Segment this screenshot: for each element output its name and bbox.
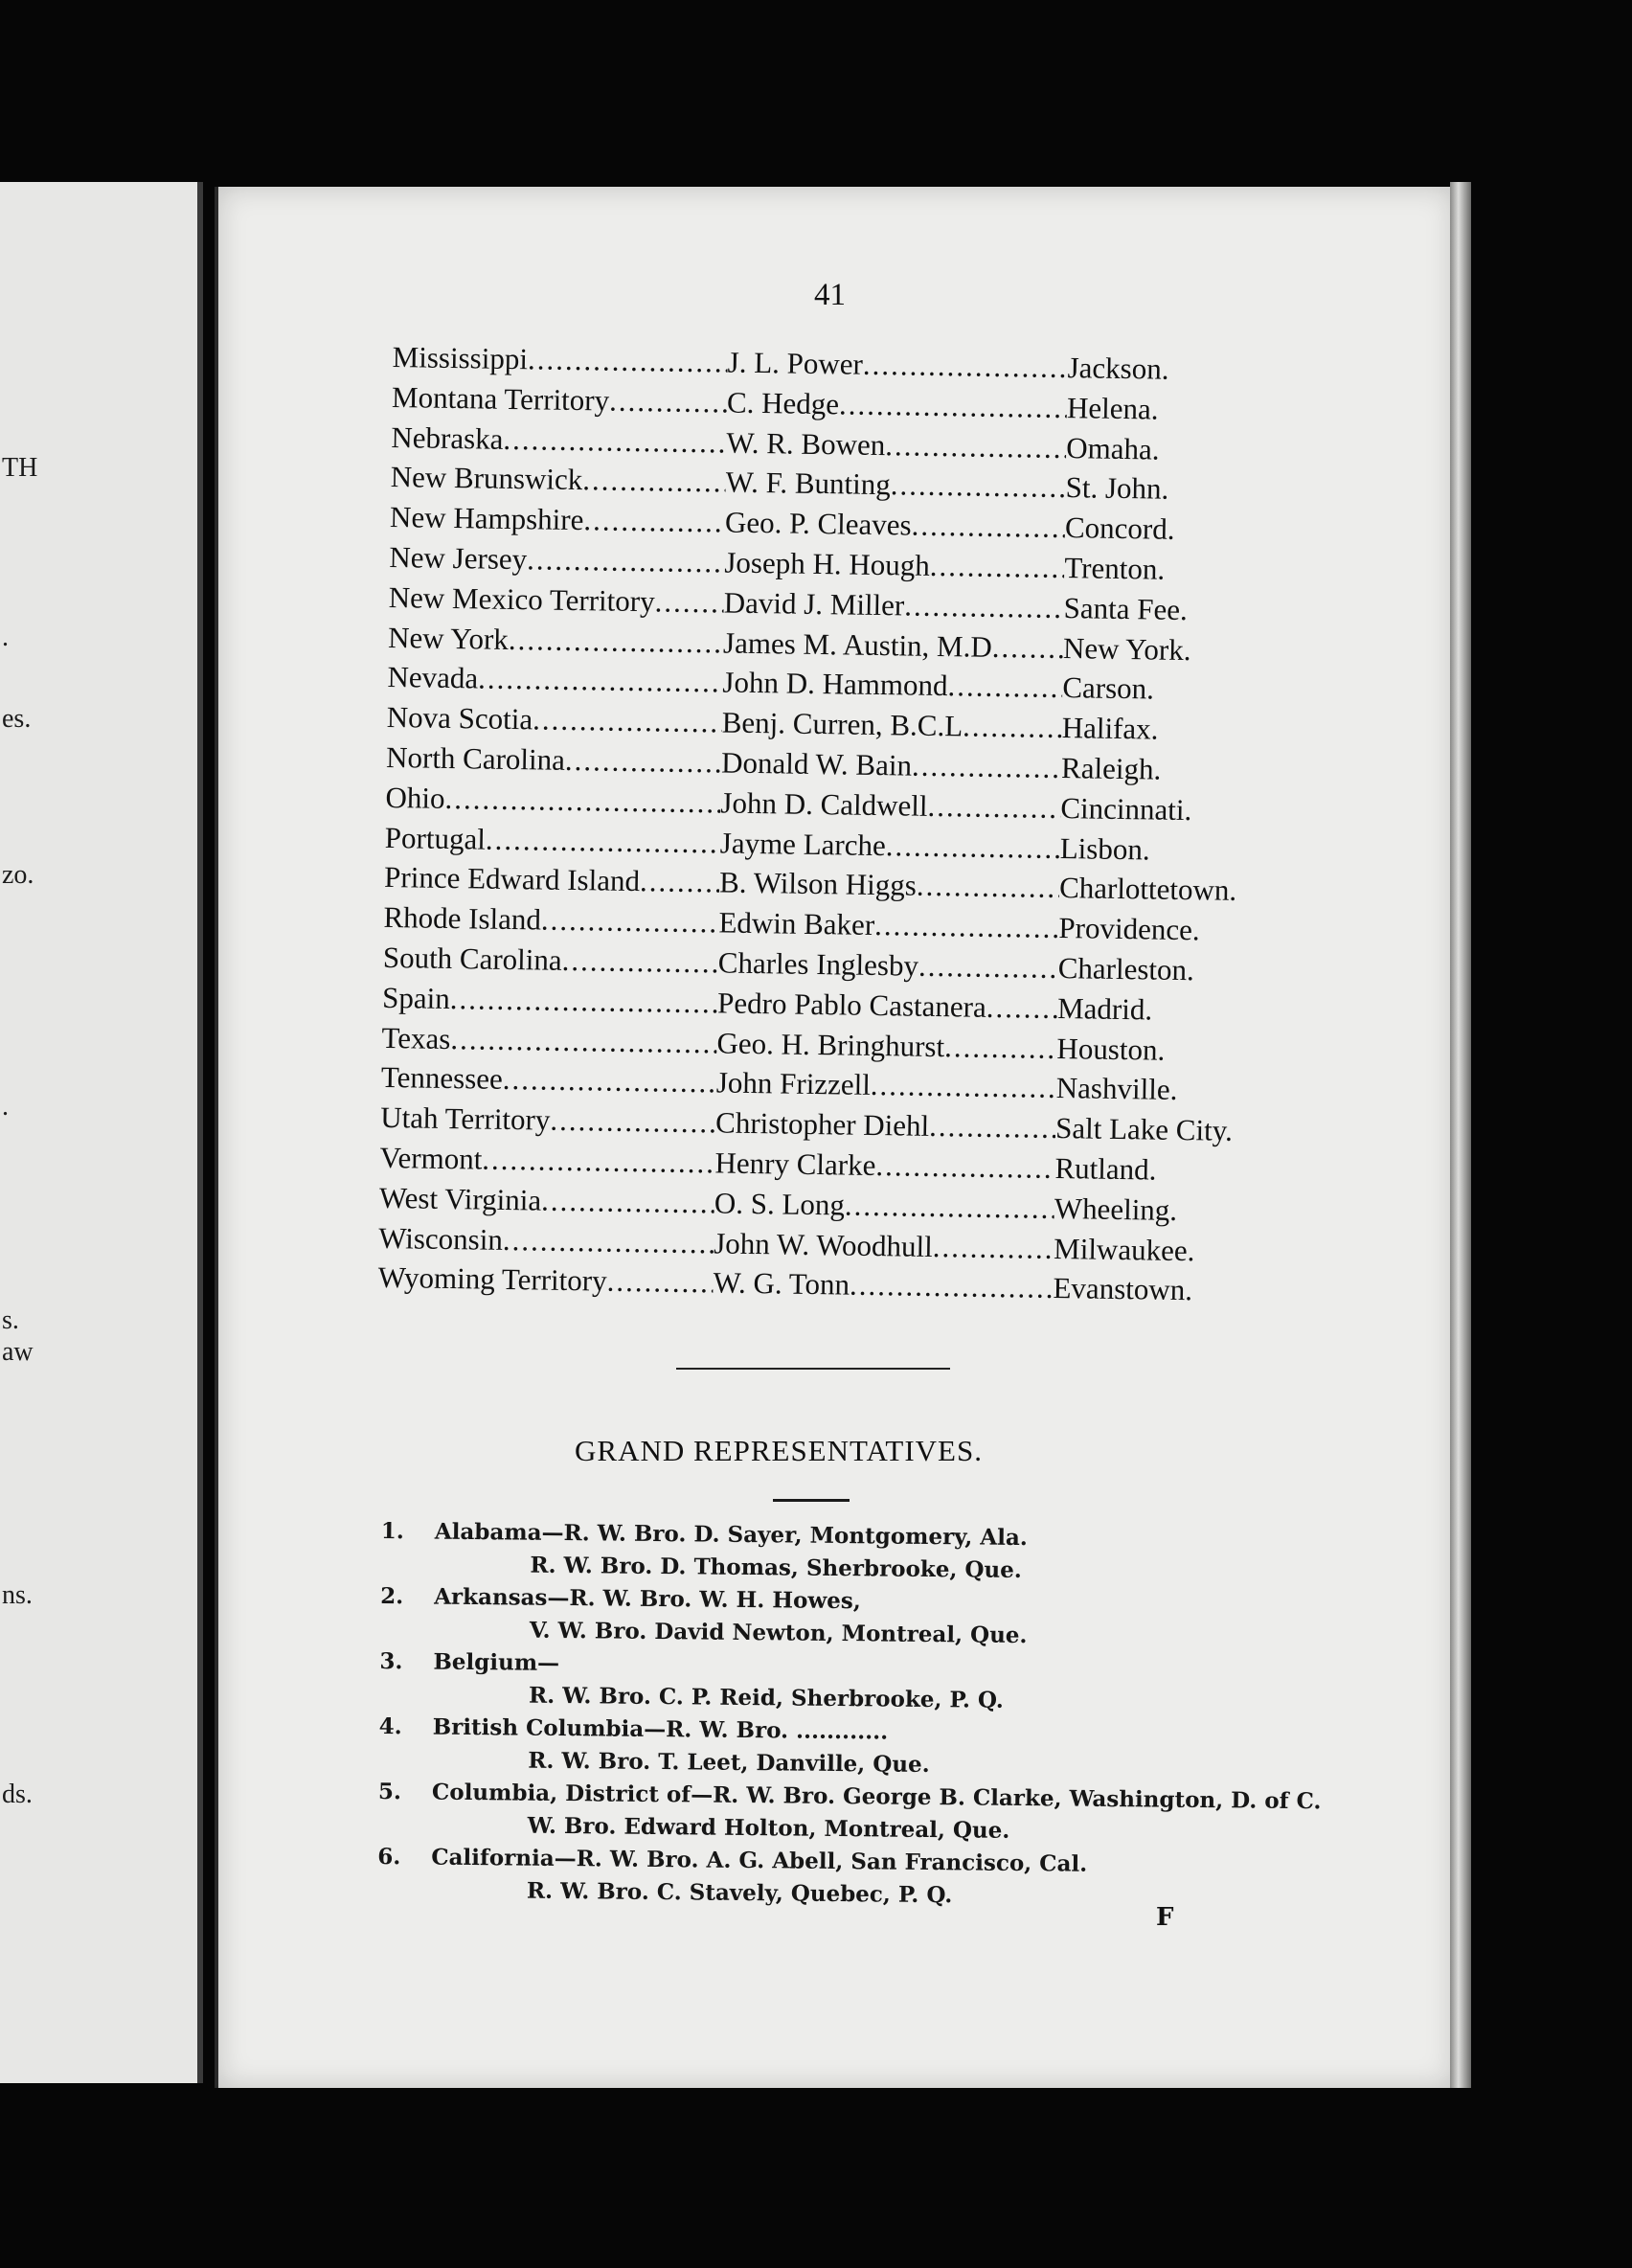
entry-number: 4. <box>378 1712 402 1740</box>
representative-line: W. Bro. Edward Holton, Montreal, Que. <box>527 1812 1010 1844</box>
leader-dots <box>927 789 1060 826</box>
secretary-name: Henry Clarke <box>714 1145 876 1182</box>
leader-dots <box>992 629 1064 665</box>
leader-dots <box>918 949 1058 986</box>
leader-dots <box>527 542 725 579</box>
section-title: GRAND REPRESENTATIVES. <box>575 1434 983 1467</box>
secretary-name: Jayme Larche <box>719 825 887 862</box>
entry-number: 3. <box>379 1647 403 1675</box>
leader-dots <box>509 623 724 661</box>
secretary-name: James M. Austin, M.D <box>722 625 993 664</box>
leader-dots <box>845 1188 1054 1225</box>
left-page-fragment <box>0 182 203 2083</box>
jurisdiction: Texas <box>381 1020 451 1055</box>
jurisdiction: West Virginia <box>378 1180 542 1217</box>
printer-signature-mark: F <box>1156 1903 1174 1932</box>
leader-dots <box>850 1268 1054 1305</box>
secretary-name: Christopher Diehl <box>714 1105 930 1144</box>
leader-dots <box>904 588 1064 625</box>
left-page-text: . <box>2 1092 9 1122</box>
leader-dots <box>933 1230 1054 1266</box>
leader-dots <box>929 1109 1056 1145</box>
secretary-name: Edwin Baker <box>718 905 875 942</box>
representative-line: California—R. W. Bro. A. G. Abell, San Francisco, Cal. <box>431 1844 1088 1877</box>
leader-dots <box>533 703 722 740</box>
leader-dots <box>482 1143 715 1181</box>
entry-number: 6. <box>377 1843 401 1871</box>
left-page-text: TH <box>2 453 38 483</box>
leader-dots <box>486 822 720 860</box>
leader-dots <box>963 710 1062 746</box>
secretary-name: Geo. H. Bringhurst <box>716 1025 945 1063</box>
page-number: 41 <box>814 278 846 312</box>
jurisdiction: Wyoming Territory <box>377 1260 607 1298</box>
leader-dots <box>944 1030 1057 1066</box>
city: Salt Lake City. <box>1054 1111 1234 1148</box>
city: Trenton. <box>1064 551 1166 586</box>
jurisdiction: Prince Edward Island <box>383 860 641 898</box>
city: Lisbon. <box>1059 830 1150 867</box>
city: Rutland. <box>1054 1150 1157 1187</box>
leader-dots <box>528 342 728 379</box>
jurisdiction: Wisconsin <box>378 1220 504 1257</box>
jurisdiction: Rhode Island <box>383 900 542 937</box>
leader-dots <box>986 990 1058 1026</box>
jurisdiction: Mississippi <box>392 340 529 376</box>
city: Evanstown. <box>1053 1271 1193 1307</box>
jurisdiction: Spain <box>381 980 451 1015</box>
jurisdiction: Nova Scotia <box>386 700 533 737</box>
representative-line: R. W. Bro. D. Thomas, Sherbrooke, Que. <box>530 1552 1022 1584</box>
leader-dots <box>450 1022 717 1060</box>
leader-dots <box>911 509 1065 546</box>
city: Santa Fee. <box>1063 590 1189 626</box>
leader-dots <box>947 669 1062 706</box>
city: Nashville. <box>1055 1071 1178 1107</box>
city: Halifax. <box>1061 711 1159 746</box>
leader-dots <box>609 383 727 420</box>
leader-dots <box>912 749 1062 785</box>
city: Providence. <box>1058 911 1200 947</box>
secretary-name: C. Hedge <box>726 385 840 421</box>
section-divider <box>676 1368 950 1370</box>
city: Raleigh. <box>1060 750 1162 786</box>
city: Charlottetown. <box>1058 871 1237 908</box>
secretary-name: John Frizzell <box>715 1065 872 1102</box>
leader-dots <box>503 421 726 460</box>
leader-dots <box>606 1264 714 1301</box>
leader-dots <box>541 903 719 941</box>
left-page-text: ds. <box>2 1780 33 1809</box>
leader-dots <box>875 1148 1055 1186</box>
secretary-name: W. G. Tonn <box>713 1265 850 1302</box>
page-edge <box>1450 182 1471 2088</box>
leader-dots <box>654 584 724 620</box>
entry-number: 5. <box>377 1778 402 1805</box>
jurisdiction: Montana Territory <box>391 379 610 418</box>
jurisdiction: South Carolina <box>382 940 562 977</box>
jurisdiction: Nebraska <box>391 420 504 456</box>
representative-line: Belgium— <box>433 1648 560 1676</box>
leader-dots <box>444 782 721 821</box>
left-page-text: es. <box>2 704 32 734</box>
leader-dots <box>885 828 1060 866</box>
jurisdiction: Portugal <box>384 820 487 856</box>
title-underline <box>773 1499 850 1502</box>
grand-secretaries-directory <box>377 340 1255 1314</box>
leader-dots <box>582 464 726 500</box>
secretary-name: John D. Hammond <box>722 665 948 703</box>
left-page-text: . <box>2 623 9 652</box>
representative-line: R. W. Bro. C. Stavely, Quebec, P. Q. <box>526 1877 953 1909</box>
left-page-text: zo. <box>2 860 34 890</box>
city: St. John. <box>1065 470 1169 507</box>
jurisdiction: North Carolina <box>385 739 566 777</box>
city: Houston. <box>1056 1031 1166 1067</box>
jurisdiction: Tennessee <box>380 1060 504 1097</box>
secretary-name: O. S. Long <box>714 1186 846 1222</box>
entry-number: 1. <box>380 1518 405 1545</box>
city: Concord. <box>1064 510 1175 547</box>
jurisdiction: Ohio <box>385 780 445 815</box>
secretary-name: Charles Inglesby <box>717 945 919 983</box>
representative-line: R. W. Bro. C. P. Reid, Sherbrooke, P. Q. <box>528 1682 1005 1713</box>
city: Cincinnati. <box>1060 790 1192 827</box>
secretary-name: W. R. Bowen <box>726 425 886 462</box>
leader-dots <box>863 348 1068 385</box>
leader-dots <box>478 662 723 700</box>
leader-dots <box>565 743 722 781</box>
city: Charleston. <box>1057 950 1195 987</box>
secretary-name: Benj. Curren, B.C.L <box>721 705 963 743</box>
jurisdiction: Utah Territory <box>379 1100 551 1137</box>
leader-dots <box>541 1183 714 1220</box>
jurisdiction: Nevada <box>387 660 479 695</box>
jurisdiction: New Hampshire <box>389 500 584 537</box>
secretary-name: Geo. P. Cleaves <box>724 505 912 542</box>
city: Omaha. <box>1066 430 1160 466</box>
secretary-name: David J. Miller <box>723 585 905 623</box>
jurisdiction: New Brunswick <box>390 460 583 497</box>
left-page-text: ns. <box>2 1580 33 1610</box>
leader-dots <box>503 1062 717 1100</box>
representative-line: Arkansas—R. W. Bro. W. H. Howes, <box>434 1583 861 1615</box>
leader-dots <box>885 428 1067 465</box>
jurisdiction: New Jersey <box>389 539 528 577</box>
leader-dots <box>917 869 1060 905</box>
left-page-text: s. <box>2 1305 19 1335</box>
secretary-name: Donald W. Bain <box>720 745 913 782</box>
secretary-name: J. L. Power <box>727 345 864 381</box>
secretary-name: John W. Woodhull <box>713 1225 934 1263</box>
representative-line: Columbia, District of—R. W. Bro. George B. Clarke, Washington, D. of C. <box>431 1779 1322 1815</box>
secretary-name: B. Wilson Higgs <box>718 865 918 903</box>
representative-line: V. W. Bro. David Newton, Montreal, Que. <box>529 1617 1028 1649</box>
city: New York. <box>1062 630 1191 667</box>
leader-dots <box>561 943 718 981</box>
secretary-name: Joseph H. Hough <box>724 545 931 582</box>
representative-line: British Columbia—R. W. Bro. ............ <box>432 1713 889 1745</box>
secretary-name: John D. Caldwell <box>720 785 928 823</box>
jurisdiction: New York <box>387 620 510 656</box>
secretary-name: W. F. Bunting <box>725 465 892 502</box>
jurisdiction: New Mexico Territory <box>388 579 655 619</box>
grand-representatives-list <box>377 1518 1322 1918</box>
city: Madrid. <box>1056 990 1153 1027</box>
city: Carson. <box>1062 670 1155 706</box>
entry-number: 2. <box>380 1582 404 1610</box>
leader-dots <box>583 503 725 539</box>
jurisdiction: Vermont <box>379 1140 483 1176</box>
leader-dots <box>640 864 720 899</box>
city: Wheeling. <box>1054 1191 1178 1227</box>
city: Milwaukee. <box>1053 1231 1195 1267</box>
left-page-text: aw <box>2 1337 34 1367</box>
leader-dots <box>871 1068 1057 1105</box>
city: Jackson. <box>1067 351 1169 386</box>
leader-dots <box>550 1103 715 1141</box>
leader-dots <box>874 908 1059 945</box>
leader-dots <box>503 1222 714 1259</box>
leader-dots <box>890 468 1065 506</box>
representative-line: Alabama—R. W. Bro. D. Sayer, Montgomery, Ala. <box>434 1518 1029 1552</box>
leader-dots <box>839 387 1067 425</box>
leader-dots <box>930 549 1065 585</box>
representative-line: R. W. Bro. T. Leet, Danville, Que. <box>528 1747 930 1779</box>
city: Helena. <box>1066 390 1159 426</box>
secretary-name: Pedro Pablo Castanera <box>716 986 987 1024</box>
leader-dots <box>450 982 718 1020</box>
